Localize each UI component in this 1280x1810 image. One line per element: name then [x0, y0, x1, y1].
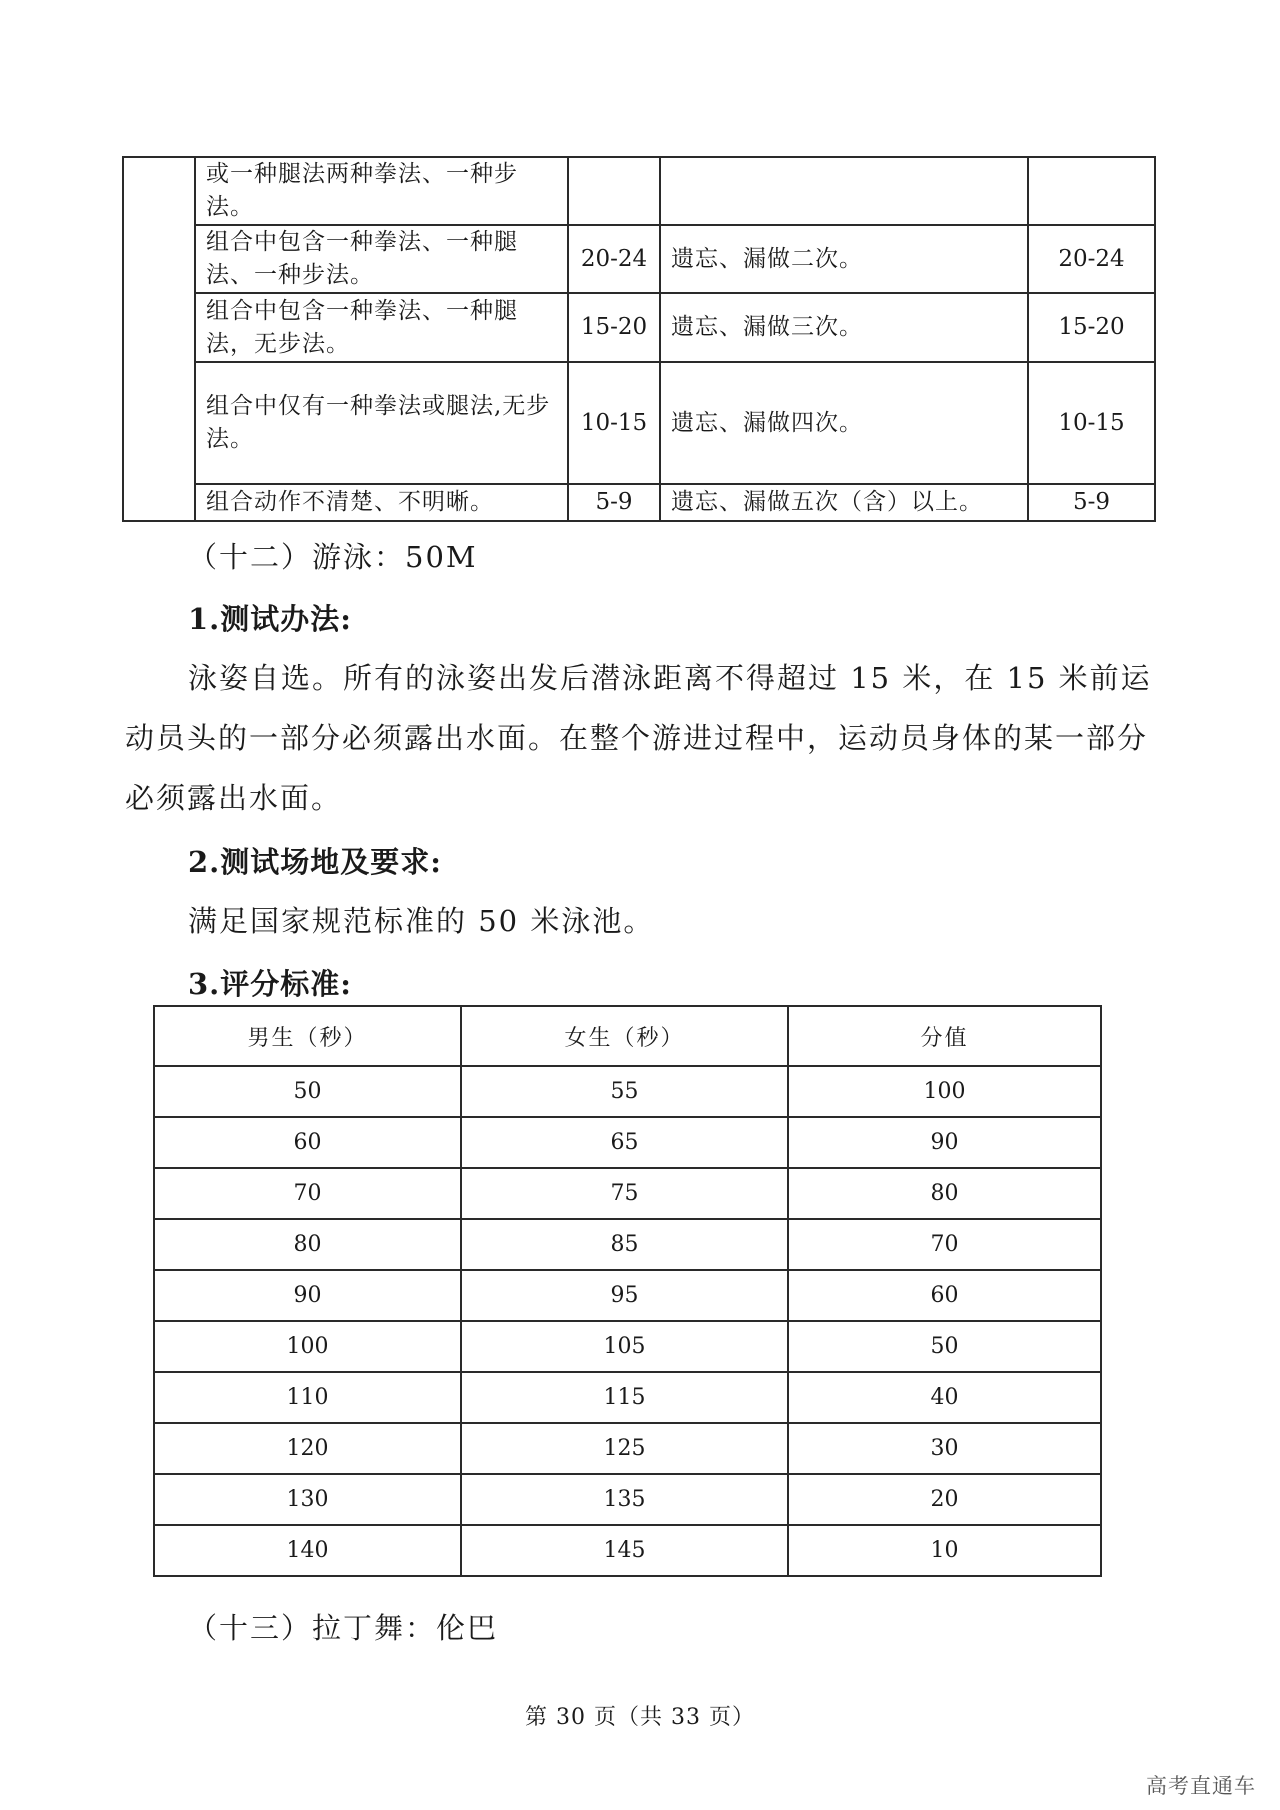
female-time-cell: 125 [461, 1423, 788, 1474]
male-time-cell: 90 [154, 1270, 461, 1321]
male-time-cell: 130 [154, 1474, 461, 1525]
deduction-cell: 遗忘、漏做五次（含）以上。 [660, 484, 1028, 521]
score2-cell: 20-24 [1028, 225, 1155, 293]
table-row [154, 1423, 1101, 1474]
rubric-table-continued [122, 156, 1156, 522]
score-value-cell: 20 [788, 1474, 1101, 1525]
description-cell: 组合中包含一种拳法、一种腿法，无步法。 [195, 293, 568, 362]
section13-title: （十三）拉丁舞：伦巴 [188, 1611, 499, 1645]
section12-heading-method: 1.测试办法: [188, 602, 352, 636]
male-time-cell: 100 [154, 1321, 461, 1372]
description-cell: 组合中仅有一种拳法或腿法,无步法。 [195, 362, 568, 484]
male-time-cell: 110 [154, 1372, 461, 1423]
table-row [154, 1270, 1101, 1321]
score-value-cell: 100 [788, 1066, 1101, 1117]
table-row [123, 293, 1155, 362]
deduction-cell: 遗忘、漏做三次。 [660, 293, 1028, 362]
merged-category-cell [123, 157, 195, 521]
female-time-cell: 145 [461, 1525, 788, 1576]
male-time-cell: 140 [154, 1525, 461, 1576]
score-value-cell: 40 [788, 1372, 1101, 1423]
male-time-cell: 80 [154, 1219, 461, 1270]
score-value-cell: 30 [788, 1423, 1101, 1474]
header-score: 分值 [788, 1006, 1101, 1066]
venue-paragraph: 满足国家规范标准的 50 米泳池。 [188, 904, 655, 938]
deduction-cell: 遗忘、漏做四次。 [660, 362, 1028, 484]
score2-cell: 5-9 [1028, 484, 1155, 521]
table-row [154, 1219, 1101, 1270]
description-cell: 组合中包含一种拳法、一种腿法、一种步法。 [195, 225, 568, 293]
table-row [154, 1372, 1101, 1423]
female-time-cell: 65 [461, 1117, 788, 1168]
table-row [123, 157, 1155, 225]
male-time-cell: 60 [154, 1117, 461, 1168]
score-value-cell: 50 [788, 1321, 1101, 1372]
table-row [154, 1474, 1101, 1525]
male-time-cell: 120 [154, 1423, 461, 1474]
score-value-cell: 10 [788, 1525, 1101, 1576]
female-time-cell: 75 [461, 1168, 788, 1219]
method-paragraph: 泳姿自选。所有的泳姿出发后潜泳距离不得超过 15 米，在 15 米前运动员头的一部分必须露出水面。在整个游进过程中，运动员身体的某一部分必须露出水面。 [125, 661, 1152, 815]
male-time-cell: 50 [154, 1066, 461, 1117]
table-row [154, 1066, 1101, 1117]
description-cell: 组合动作不清楚、不明晰。 [195, 484, 568, 521]
page-number: 第 30 页（共 33 页） [525, 1705, 755, 1730]
table-row [123, 362, 1155, 484]
score-value-cell: 60 [788, 1270, 1101, 1321]
score2-cell: 10-15 [1028, 362, 1155, 484]
section12-heading-scoring: 3.评分标准: [188, 967, 352, 1001]
score2-cell: 15-20 [1028, 293, 1155, 362]
female-time-cell: 95 [461, 1270, 788, 1321]
deduction-cell [660, 157, 1028, 225]
score-value-cell: 80 [788, 1168, 1101, 1219]
table-row [123, 225, 1155, 293]
score-cell: 10-15 [568, 362, 660, 484]
table-row [154, 1321, 1101, 1372]
female-time-cell: 55 [461, 1066, 788, 1117]
table-row [154, 1168, 1101, 1219]
female-time-cell: 85 [461, 1219, 788, 1270]
deduction-cell: 遗忘、漏做二次。 [660, 225, 1028, 293]
score-cell: 15-20 [568, 293, 660, 362]
score-value-cell: 90 [788, 1117, 1101, 1168]
score-table [153, 1005, 1102, 1577]
table-row [123, 484, 1155, 521]
score-value-cell: 70 [788, 1219, 1101, 1270]
score-cell: 20-24 [568, 225, 660, 293]
score-cell [568, 157, 660, 225]
watermark-text: 高考直通车 [1146, 1774, 1256, 1798]
header-male: 男生（秒） [154, 1006, 461, 1066]
description-cell: 或一种腿法两种拳法、一种步法。 [195, 157, 568, 225]
female-time-cell: 105 [461, 1321, 788, 1372]
section12-title: （十二）游泳：50M [188, 540, 478, 574]
male-time-cell: 70 [154, 1168, 461, 1219]
table-header-row [154, 1006, 1101, 1066]
score-cell: 5-9 [568, 484, 660, 521]
table-row [154, 1117, 1101, 1168]
female-time-cell: 135 [461, 1474, 788, 1525]
table-row [154, 1525, 1101, 1576]
female-time-cell: 115 [461, 1372, 788, 1423]
section12-heading-venue: 2.测试场地及要求: [188, 845, 442, 879]
score2-cell [1028, 157, 1155, 225]
header-female: 女生（秒） [461, 1006, 788, 1066]
